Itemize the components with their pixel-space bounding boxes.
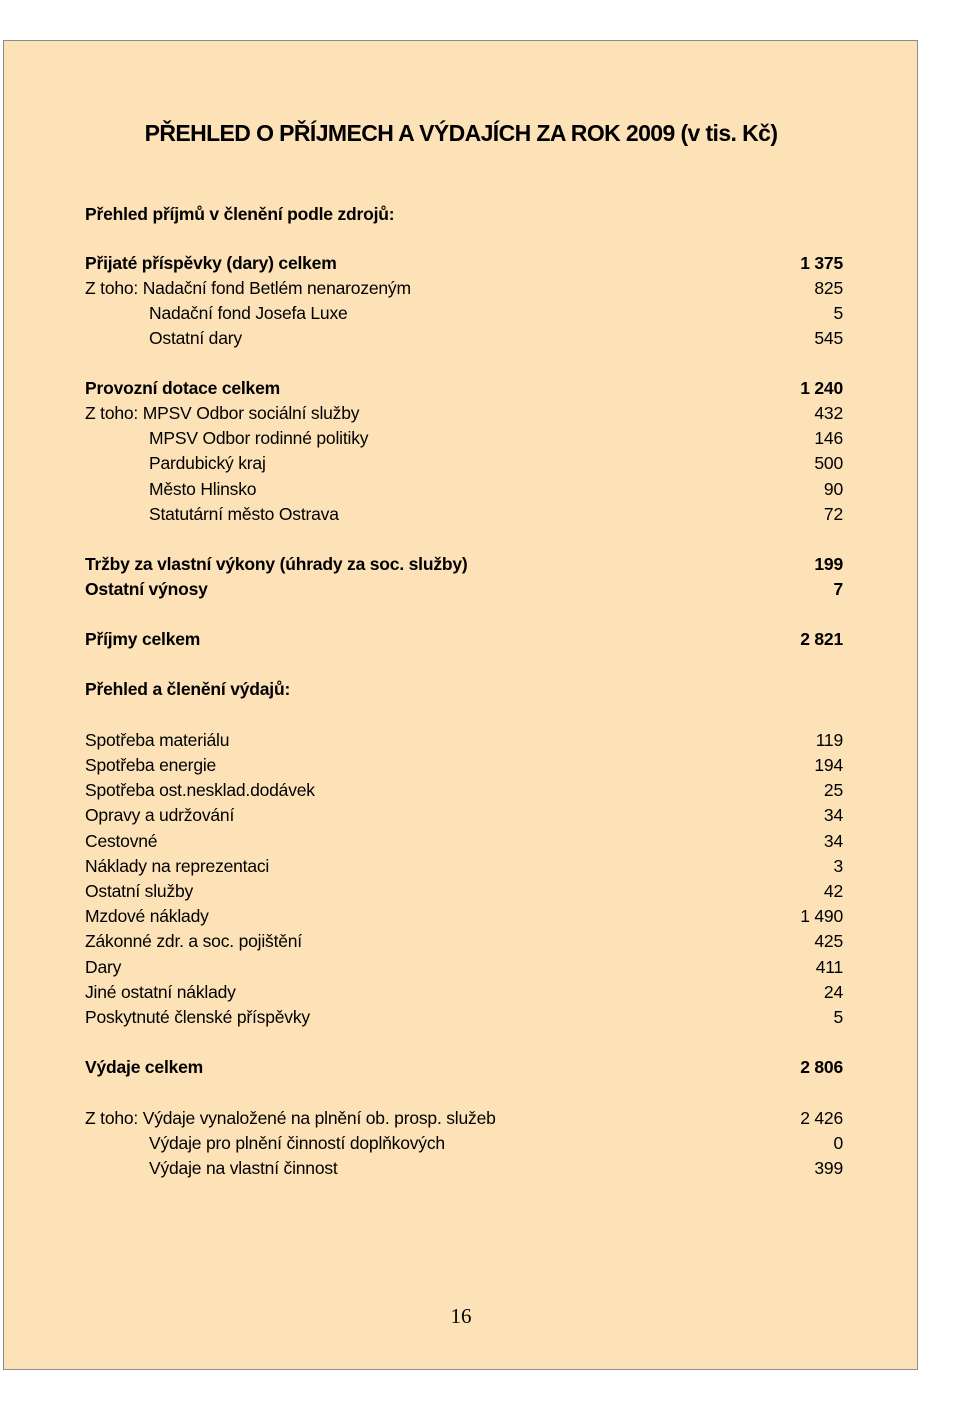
table-row — [85, 929, 843, 954]
subsidies-total-row — [85, 376, 843, 401]
expenses-heading-label: Přehled a členění výdajů: — [85, 679, 291, 699]
row-value: 25 — [823, 780, 843, 800]
row-label: Cestovné — [85, 831, 158, 851]
row-label: Náklady na reprezentaci — [85, 856, 270, 876]
table-row — [85, 728, 843, 753]
row-value: 500 — [814, 453, 843, 473]
row-label: Opravy a udržování — [85, 805, 235, 825]
row-label: Nadační fond Josefa Luxe — [149, 303, 348, 323]
row-value: 146 — [814, 428, 843, 448]
row-label: Z toho: Nadační fond Betlém nenarozeným — [85, 278, 411, 298]
donations-total-row — [85, 251, 843, 276]
expenses-heading — [85, 677, 843, 702]
table-row — [85, 1131, 843, 1156]
row-label: Příjmy celkem — [85, 629, 201, 649]
row-label: Zákonné zdr. a soc. pojištění — [85, 931, 302, 951]
row-label: Pardubický kraj — [149, 453, 266, 473]
table-row — [85, 854, 843, 879]
page-number: 16 — [450, 1304, 472, 1328]
table-row — [85, 778, 843, 803]
income-heading — [85, 202, 843, 227]
table-row — [85, 477, 843, 502]
table-row — [85, 1005, 843, 1030]
row-value: 825 — [814, 278, 843, 298]
row-label: Z toho: Výdaje vynaložené na plnění ob. prosp. služeb — [85, 1108, 496, 1128]
table-row — [85, 301, 843, 326]
row-value: 90 — [823, 479, 843, 499]
row-value: 2 426 — [800, 1108, 843, 1128]
row-label: Město Hlinsko — [149, 479, 257, 499]
row-value: 2 821 — [800, 629, 843, 649]
row-label: Jiné ostatní náklady — [85, 982, 236, 1002]
row-value: 72 — [823, 504, 843, 524]
table-row — [85, 502, 843, 527]
row-label: Spotřeba energie — [85, 755, 217, 775]
income-total-row — [85, 627, 843, 652]
row-value: 24 — [823, 982, 843, 1002]
table-row — [85, 955, 843, 980]
row-label: Dary — [85, 957, 122, 977]
row-value: 411 — [815, 957, 843, 977]
row-label: Přijaté příspěvky (dary) celkem — [85, 253, 337, 273]
row-value: 5 — [833, 303, 843, 323]
row-value: 1 490 — [800, 906, 843, 926]
row-value: 3 — [833, 856, 843, 876]
row-value: 1 375 — [800, 253, 843, 273]
row-label: Ostatní dary — [149, 328, 242, 348]
row-value: 0 — [833, 1133, 843, 1153]
row-value: 2 806 — [800, 1057, 843, 1077]
table-row — [85, 980, 843, 1005]
row-value: 432 — [814, 403, 843, 423]
row-value: 119 — [815, 730, 843, 750]
row-label: Mzdové náklady — [85, 906, 209, 926]
table-row — [85, 753, 843, 778]
row-label: Spotřeba ost.nesklad.dodávek — [85, 780, 315, 800]
row-label: Statutární město Ostrava — [149, 504, 339, 524]
row-value: 1 240 — [800, 378, 843, 398]
row-label: MPSV Odbor rodinné politiky — [149, 428, 369, 448]
row-label: Výdaje na vlastní činnost — [149, 1158, 338, 1178]
row-value: 545 — [814, 328, 843, 348]
row-value: 34 — [823, 805, 843, 825]
row-value: 34 — [823, 831, 843, 851]
income-heading-label: Přehled příjmů v členění podle zdrojů: — [85, 204, 395, 224]
row-value: 399 — [814, 1158, 843, 1178]
table-row — [85, 276, 843, 301]
page-title: PŘEHLED O PŘÍJMECH A VÝDAJÍCH ZA ROK 2009 (v tis. Kč) — [144, 120, 778, 146]
table-row — [85, 803, 843, 828]
row-label: Výdaje celkem — [85, 1057, 204, 1077]
table-row — [85, 401, 843, 426]
table-row — [85, 326, 843, 351]
row-value: 199 — [814, 554, 843, 574]
row-label: Poskytnuté členské příspěvky — [85, 1007, 310, 1027]
row-value: 7 — [833, 579, 843, 599]
row-value: 425 — [814, 931, 843, 951]
row-label: Tržby za vlastní výkony (úhrady za soc. služby) — [85, 554, 468, 574]
table-row — [85, 879, 843, 904]
sales-row — [85, 552, 843, 577]
expenses-total-row — [85, 1055, 843, 1080]
table-row — [85, 451, 843, 476]
other-income-row — [85, 577, 843, 602]
row-label: Ostatní služby — [85, 881, 194, 901]
row-value: 5 — [833, 1007, 843, 1027]
row-label: Spotřeba materiálu — [85, 730, 230, 750]
table-row — [85, 426, 843, 451]
row-label: Provozní dotace celkem — [85, 378, 280, 398]
row-label: Ostatní výnosy — [85, 579, 208, 599]
row-value: 194 — [814, 755, 843, 775]
row-label: Výdaje pro plnění činností doplňkových — [149, 1133, 445, 1153]
table-row — [85, 1156, 843, 1181]
table-row — [85, 829, 843, 854]
table-row — [85, 904, 843, 929]
row-value: 42 — [823, 881, 843, 901]
row-label: Z toho: MPSV Odbor sociální služby — [85, 403, 360, 423]
table-row — [85, 1106, 843, 1131]
